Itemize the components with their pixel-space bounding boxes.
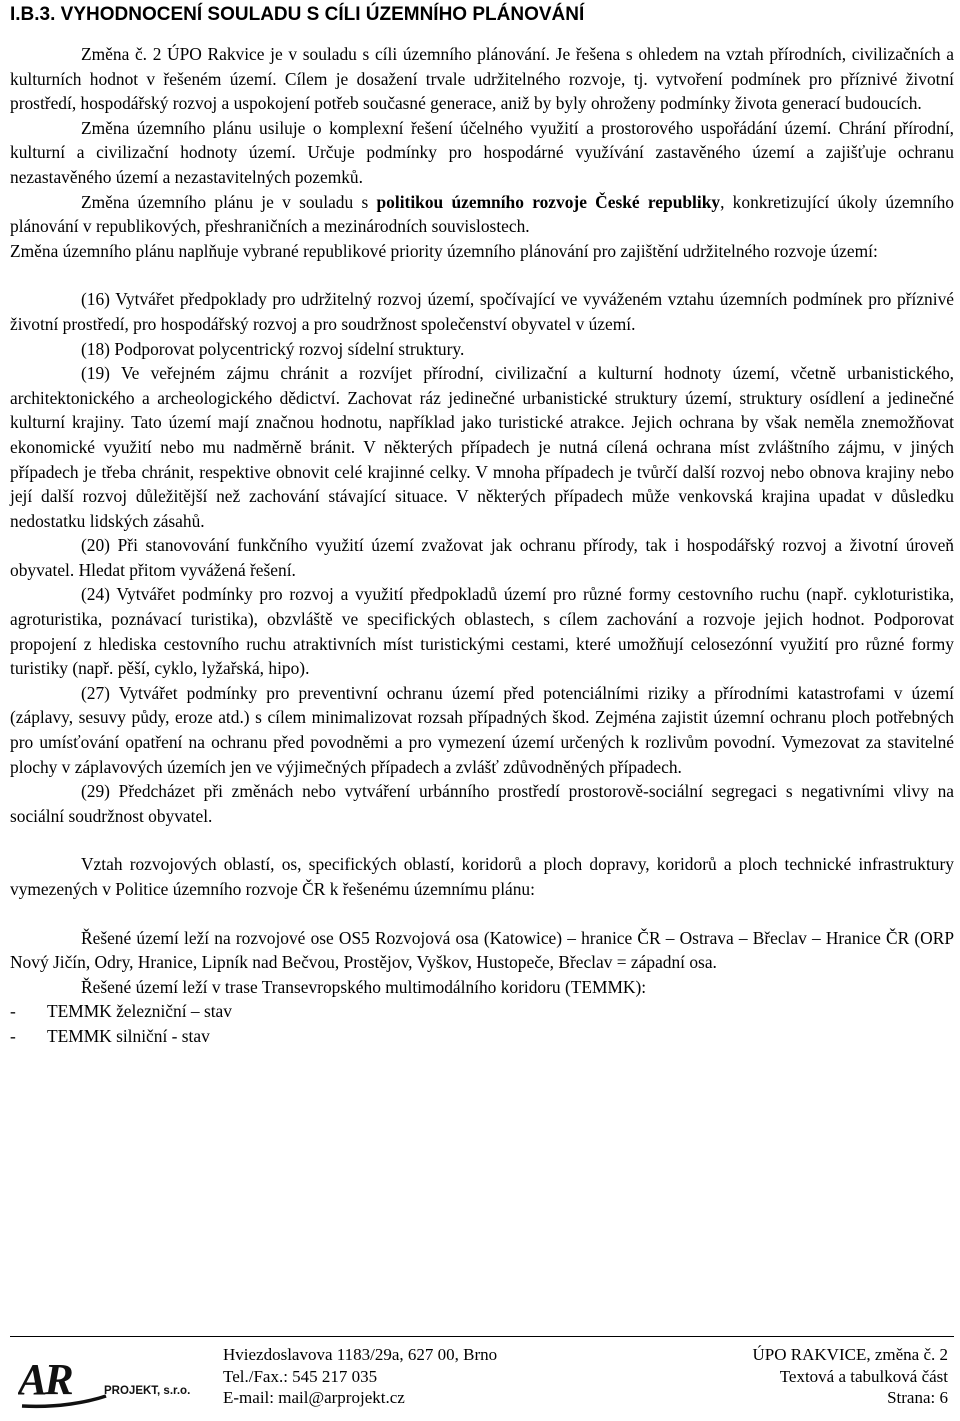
company-address: Hviezdoslavova 1183/29a, 627 00, Brno [223, 1345, 498, 1364]
priority-19: (19) Ve veřejném zájmu chránit a rozvíjet přírodní, civilizační a kulturní hodnoty území, včetně urbanistického, architektonického a archeologického dědictví. Zachovat ráz jedinečné urbanistické struktury území, struktury osídlení a jedinečné kulturní krajiny. Tato území mají značnou hodnotu, například jako turistické atrakce. Jejich ochrana by však neměla znemožňovat ekonomické využití nebo mu nadměrně bránit. V některých případech je nutná cílená ochrana míst zvláštního zájmu, v jiných případech je třeba chránit, respektive obnovit celé krajinné celky. V mnoha případech je tvůrčí další rozvoj nebo obnova krajiny nebo její další rozvoj důležitější než zachování stávající situace. V některých případech může venkovská krajina upadat v důsledku nedostatku lidských zásahů. [10, 363, 954, 531]
paragraph-komplexni: Změna územního plánu usiluje o komplexní řešení účelného využití a prostorového uspořádání území. Chrání přírodní, kulturní a civilizační hodnoty území. Určuje podmínky pro hospodárné využívání zastavěného území a zajišťuje ochranu nezastavěného území a nezastavitelných pozemků. [10, 117, 954, 187]
priority-18: (18) Podporovat polycentrický rozvoj sídelní struktury. [81, 338, 465, 359]
project-title: ÚPO RAKVICE, změna č. 2 [752, 1345, 948, 1364]
list-item-text: TEMMK železniční – stav [47, 1001, 232, 1022]
document-part: Textová a tabulková část [779, 1366, 948, 1386]
page-footer [10, 1336, 954, 1416]
project-info [753, 1344, 948, 1409]
priority-27: (27) Vytvářet podmínky pro preventivní ochranu území před potenciálními riziky a přírodními katastrofami v území (záplavy, sesuvy půdy, eroze atd.) s cílem minimalizovat rozsah případných škod. Zejména zajistit územní ochranu ploch potřebných pro umísťování opatření na ochranu před povodněmi a pro vymezení území určených k rozlivům povodní. Vymezovat za stavitelné plochy v záplavových územích jen ve výjimečných případech a zvlášť zdůvodněných případech. [10, 682, 954, 777]
section-heading: I.B.3. VYHODNOCENÍ SOULADU S CÍLI ÚZEMNÍHO PLÁNOVÁNÍ [10, 4, 585, 25]
page-label: Strana: [887, 1388, 940, 1407]
priority-16: (16) Vytvářet předpoklady pro udržitelný rozvoj území, spočívající ve vyváženém vztahu územních podmínek pro příznivé životní prostředí, pro hospodářský rozvoj a pro soudržnost společenství obyvatel v území. [10, 289, 954, 334]
priority-20: (20) Při stanovování funkčního využití území zvažovat jak ochranu přírody, tak i hospodářský rozvoj a životní úroveň obyvatel. Hledat přitom vyvážená řešení. [10, 535, 954, 580]
list-dash: - [10, 1001, 16, 1022]
politika-pre: Změna územního plánu je v souladu s [81, 191, 377, 212]
page-number-value: 6 [939, 1388, 948, 1407]
paragraph-politika [10, 190, 954, 239]
paragraph-temmk: Řešené území leží v trase Transevropského multimodálního koridoru (TEMMK): [81, 976, 647, 997]
company-contact [223, 1344, 497, 1409]
politika-post: , konkretizující úkoly územního plánování v republikových, přeshraničních a mezinárodních souvislostech. [10, 191, 954, 237]
list-item-text: TEMMK silniční - stav [47, 1025, 210, 1046]
paragraph-priority-intro: Změna územního plánu naplňuje vybrané republikové priority územního plánování pro zajištění udržitelného rozvoje území: [10, 240, 878, 261]
paragraph-intro: Změna č. 2 ÚPO Rakvice je v souladu s cíli územního plánování. Je řešena s ohledem na vztah přírodních, civilizačních a kulturních hodnot v řešeném území. Cílem je dosažení trvale udržitelného rozvoje, tj. vytvoření podmínek pro příznivé životní prostředí, hospodářský rozvoj a uspokojení potřeb současné generace, aniž by byly ohroženy podmínky života generací budoucích. [10, 44, 954, 114]
logo-letters: AR [18, 1356, 71, 1404]
footer-divider [10, 1336, 954, 1337]
priority-29: (29) Předcházet při změnách nebo vytváření urbánního prostředí prostorově-sociální segregaci s negativními vlivy na sociální soudržnost obyvatel. [10, 781, 954, 826]
page-number [753, 1387, 948, 1409]
politika-bold: politikou územního rozvoje České republiky [376, 191, 721, 212]
company-phone: Tel./Fax.: 545 217 035 [223, 1366, 378, 1386]
company-logo [18, 1356, 228, 1410]
paragraph-os5: Řešené území leží na rozvojové ose OS5 Rozvojová osa (Katowice) – hranice ČR – Ostrava – Břeclav – Hranice ČR (ORP Nový Jičín, Odry, Hranice, Lipník nad Bečvou, Prostějov, Vyškov, Hustopeče, Břeclav = západní osa. [10, 927, 954, 973]
company-email: E-mail: mail@arprojekt.cz [223, 1388, 405, 1407]
document-page [10, 0, 954, 1049]
ar-projekt-logo-icon [18, 1356, 228, 1410]
list-item [10, 1024, 954, 1049]
priority-24: (24) Vytvářet podmínky pro rozvoj a využití předpokladů území pro různé formy cestovního ruchu (např. cykloturistika, agroturistika, poznávací turistika), obzvláště ve specifických oblastech, s cílem zachování a rozvoje jejich hodnot. Podporovat propojení z hlediska cestovního ruchu atraktivních míst turistickými cestami, které umožňují celosezónní využití pro různé formy turistiky (např. pěší, cyklo, lyžařská, hipo). [10, 584, 954, 679]
paragraph-vztah: Vztah rozvojových oblastí, os, specifických oblastí, koridorů a ploch dopravy, koridorů a ploch technické infrastruktury vymezených v Politice územního rozvoje ČR k řešenému územnímu plánu: [10, 854, 954, 899]
logo-company-name: PROJEKT, s.r.o. [104, 1385, 191, 1397]
list-dash: - [10, 1025, 16, 1046]
list-item [10, 999, 954, 1024]
